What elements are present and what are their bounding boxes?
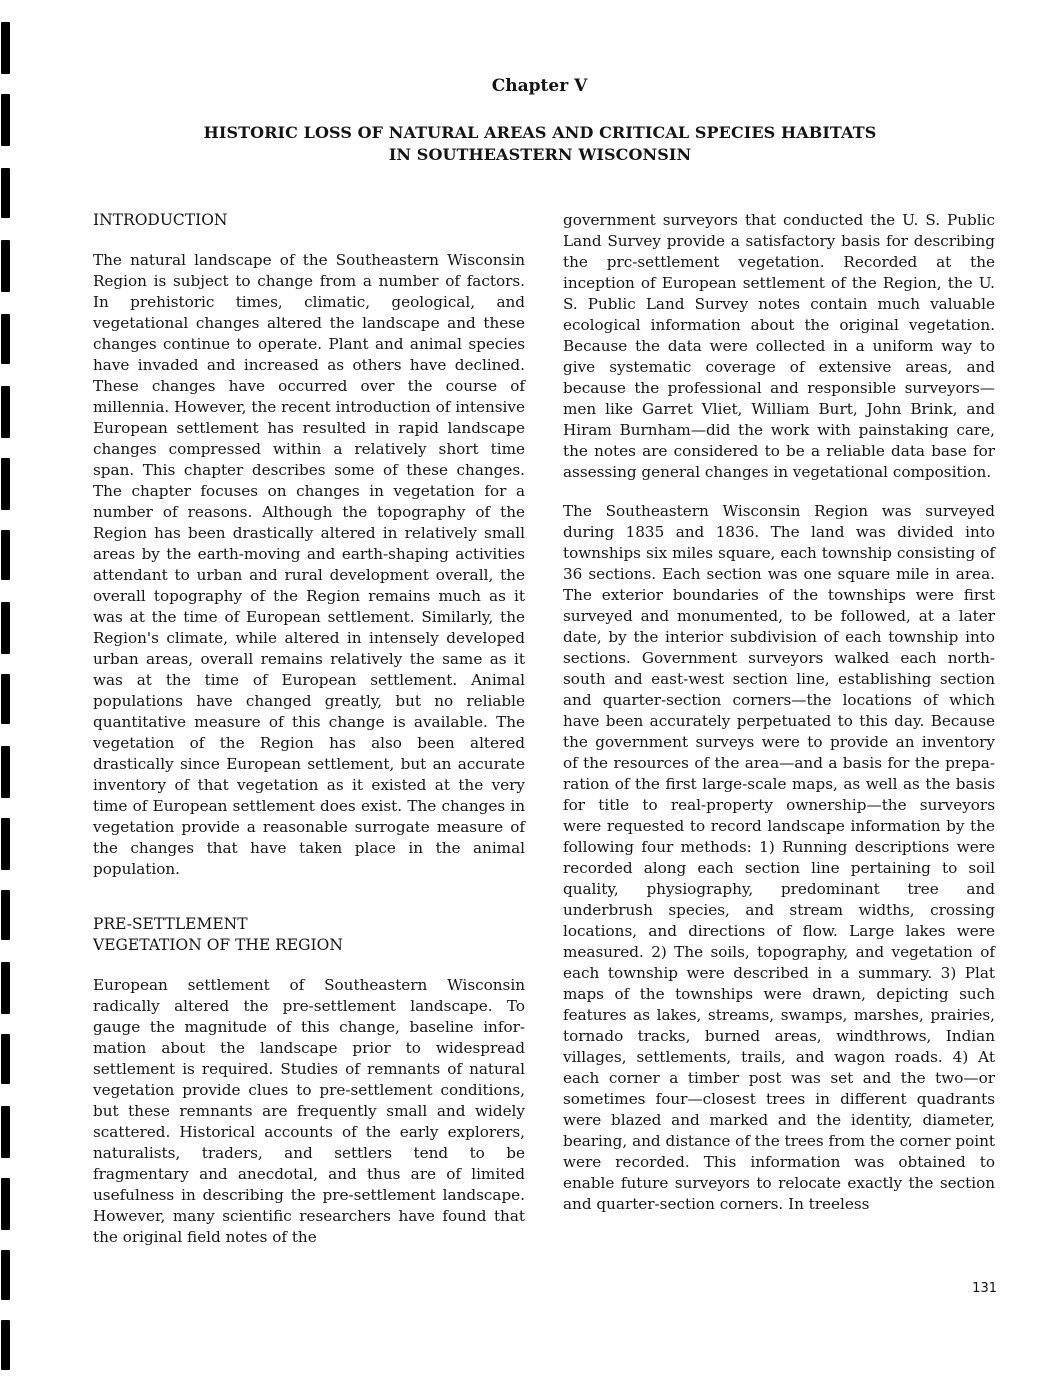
binding-mark <box>1 314 10 364</box>
survey-methods-paragraph: The Southeastern Wisconsin Region was surveyed during 1835 and 1836. The land was divided into townships six miles square, each township consisting of 36 sections. Each section was one square mile in area. The exterior boundaries of the townships were first surveyed and monumented, to be followed, at a later date, by the interior subdivision of each township into sections. Government surveyors walked each north-south and east-west section line, establishing section and quarter-section corners—the locations of which have been accurately perpetuated to this day. Because the government surveys were to provide an inventory of the resources of the area—and a basis for the preparation of the first large-scale maps, as well as the basis for title to real-property ownership—the surveyors were requested to record landscape information by the following four methods: 1) Running descriptions were recorded along each section line pertaining to soil quality, physiography, predominant tree and underbrush species, and stream widths, crossing locations, and directions of flow. Large lakes were measured. 2) The soils, topography, and vegetation of each township were described in a summary. 3) Plat maps of the townships were drawn, depicting such features as lakes, streams, swamps, marshes, prairies, tornado tracks, burned areas, windthrows, Indian villages, settlements, trails, and wagon roads. 4) At each corner a timber post was set and the two—or sometimes four—closest trees in different quadrants were blazed and marked and the identity, diameter, bearing, and distance of the trees from the corner point were recorded. This information was obtained to enable future surveyors to relocate exactly the section and quarter-section corners. In treeless <box>563 502 995 1213</box>
binding-mark <box>1 962 10 1014</box>
binding-mark <box>1 1178 10 1230</box>
presettlement-heading-line2: VEGETATION OF THE REGION <box>93 936 343 954</box>
survey-notes-paragraph: government surveyors that conducted the U. S. Public Land Survey provide a satisfactory basis for describing the prc-settlement vegetation. Recorded at the inception of European settlement of the Region, the U. S. Public Land Survey notes contain much valuable ecological information about the original vegetation. Because the data were collected in a uniform way to give systematic coverage of extensive areas, and because the professional and responsible surveyors—men like Garret Vliet, William Burt, John Brink, and Hiram Burnham—did the work with painstaking care, the notes are considered to be a reliable data base for assessing general changes in vegetational composition. <box>563 211 995 481</box>
presettlement-heading <box>93 914 525 956</box>
introduction-paragraph: The natural landscape of the Southeastern Wisconsin Region is subject to change from a number of factors. In prehistoric times, climatic, geological, and vegetational changes altered the landscape and these changes continue to operate. Plant and animal species have invaded and increased as others have declined. These changes have occurred over the course of millennia. However, the recent introduction of intensive European settlement has resulted in rapid landscape changes compressed within a relatively short time span. This chapter describes some of these changes. The chapter focuses on changes in vegetation for a number of reasons. Although the topography of the Region has been drastically altered in relatively small areas by the earth-moving and earth-shaping activities attendant to urban and rural development overall, the overall topography of the Region remains much as it was at the time of European settlement. Similarly, the Region's climate, while altered in intensely developed urban areas, overall remains relatively the same as it was at the time of European settlement. Animal populations have changed greatly, but no reliable quantitative measure of this change is available. The vegetation of the Region has also been altered drastically since European settlement, but an accurate inventory of that vegetation as it existed at the very time of European settlement does exist. The changes in vegetation provide a reasonable surrogate measure of the changes that have taken place in the animal population. <box>93 251 525 878</box>
left-column <box>93 210 525 1266</box>
introduction-heading: INTRODUCTION <box>93 211 228 229</box>
presettlement-heading-line1: PRE-SETTLEMENT <box>93 915 248 933</box>
binding-mark <box>1 818 10 870</box>
right-column <box>563 210 995 1233</box>
binding-mark <box>1 890 10 940</box>
binding-mark <box>1 458 10 510</box>
binding-mark <box>1 240 10 292</box>
binding-mark <box>1 386 10 438</box>
page-number: 131 <box>972 1281 997 1296</box>
binding-mark <box>1 746 10 798</box>
chapter-title: HISTORIC LOSS OF NATURAL AREAS AND CRITICAL SPECIES HABITATS IN SOUTHEASTERN WISCONSIN <box>203 123 877 164</box>
binding-mark <box>1 674 10 724</box>
binding-mark <box>1 1250 10 1300</box>
binding-edge <box>0 0 14 1379</box>
binding-mark <box>1 94 10 146</box>
binding-mark <box>1 602 10 654</box>
binding-mark <box>1 168 10 218</box>
binding-mark <box>1 22 10 74</box>
binding-mark <box>1 1320 10 1370</box>
binding-mark <box>1 1106 10 1158</box>
chapter-number: Chapter V <box>491 76 588 96</box>
binding-mark <box>1 1034 10 1084</box>
binding-mark <box>1 530 10 580</box>
presettlement-paragraph: European settlement of Southeastern Wisconsin radically altered the pre-settlement landscape. To gauge the magnitude of this change, baseline information about the landscape prior to widespread settlement is required. Studies of remnants of natural vegetation provide clues to pre-settlement conditions, but these remnants are frequently small and widely scattered. Historical accounts of the early explorers, naturalists, traders, and settlers tend to be fragmentary and anecdotal, and thus are of limited usefulness in describing the pre-settlement landscape. However, many scientific researchers have found that the original field notes of the <box>93 976 525 1246</box>
